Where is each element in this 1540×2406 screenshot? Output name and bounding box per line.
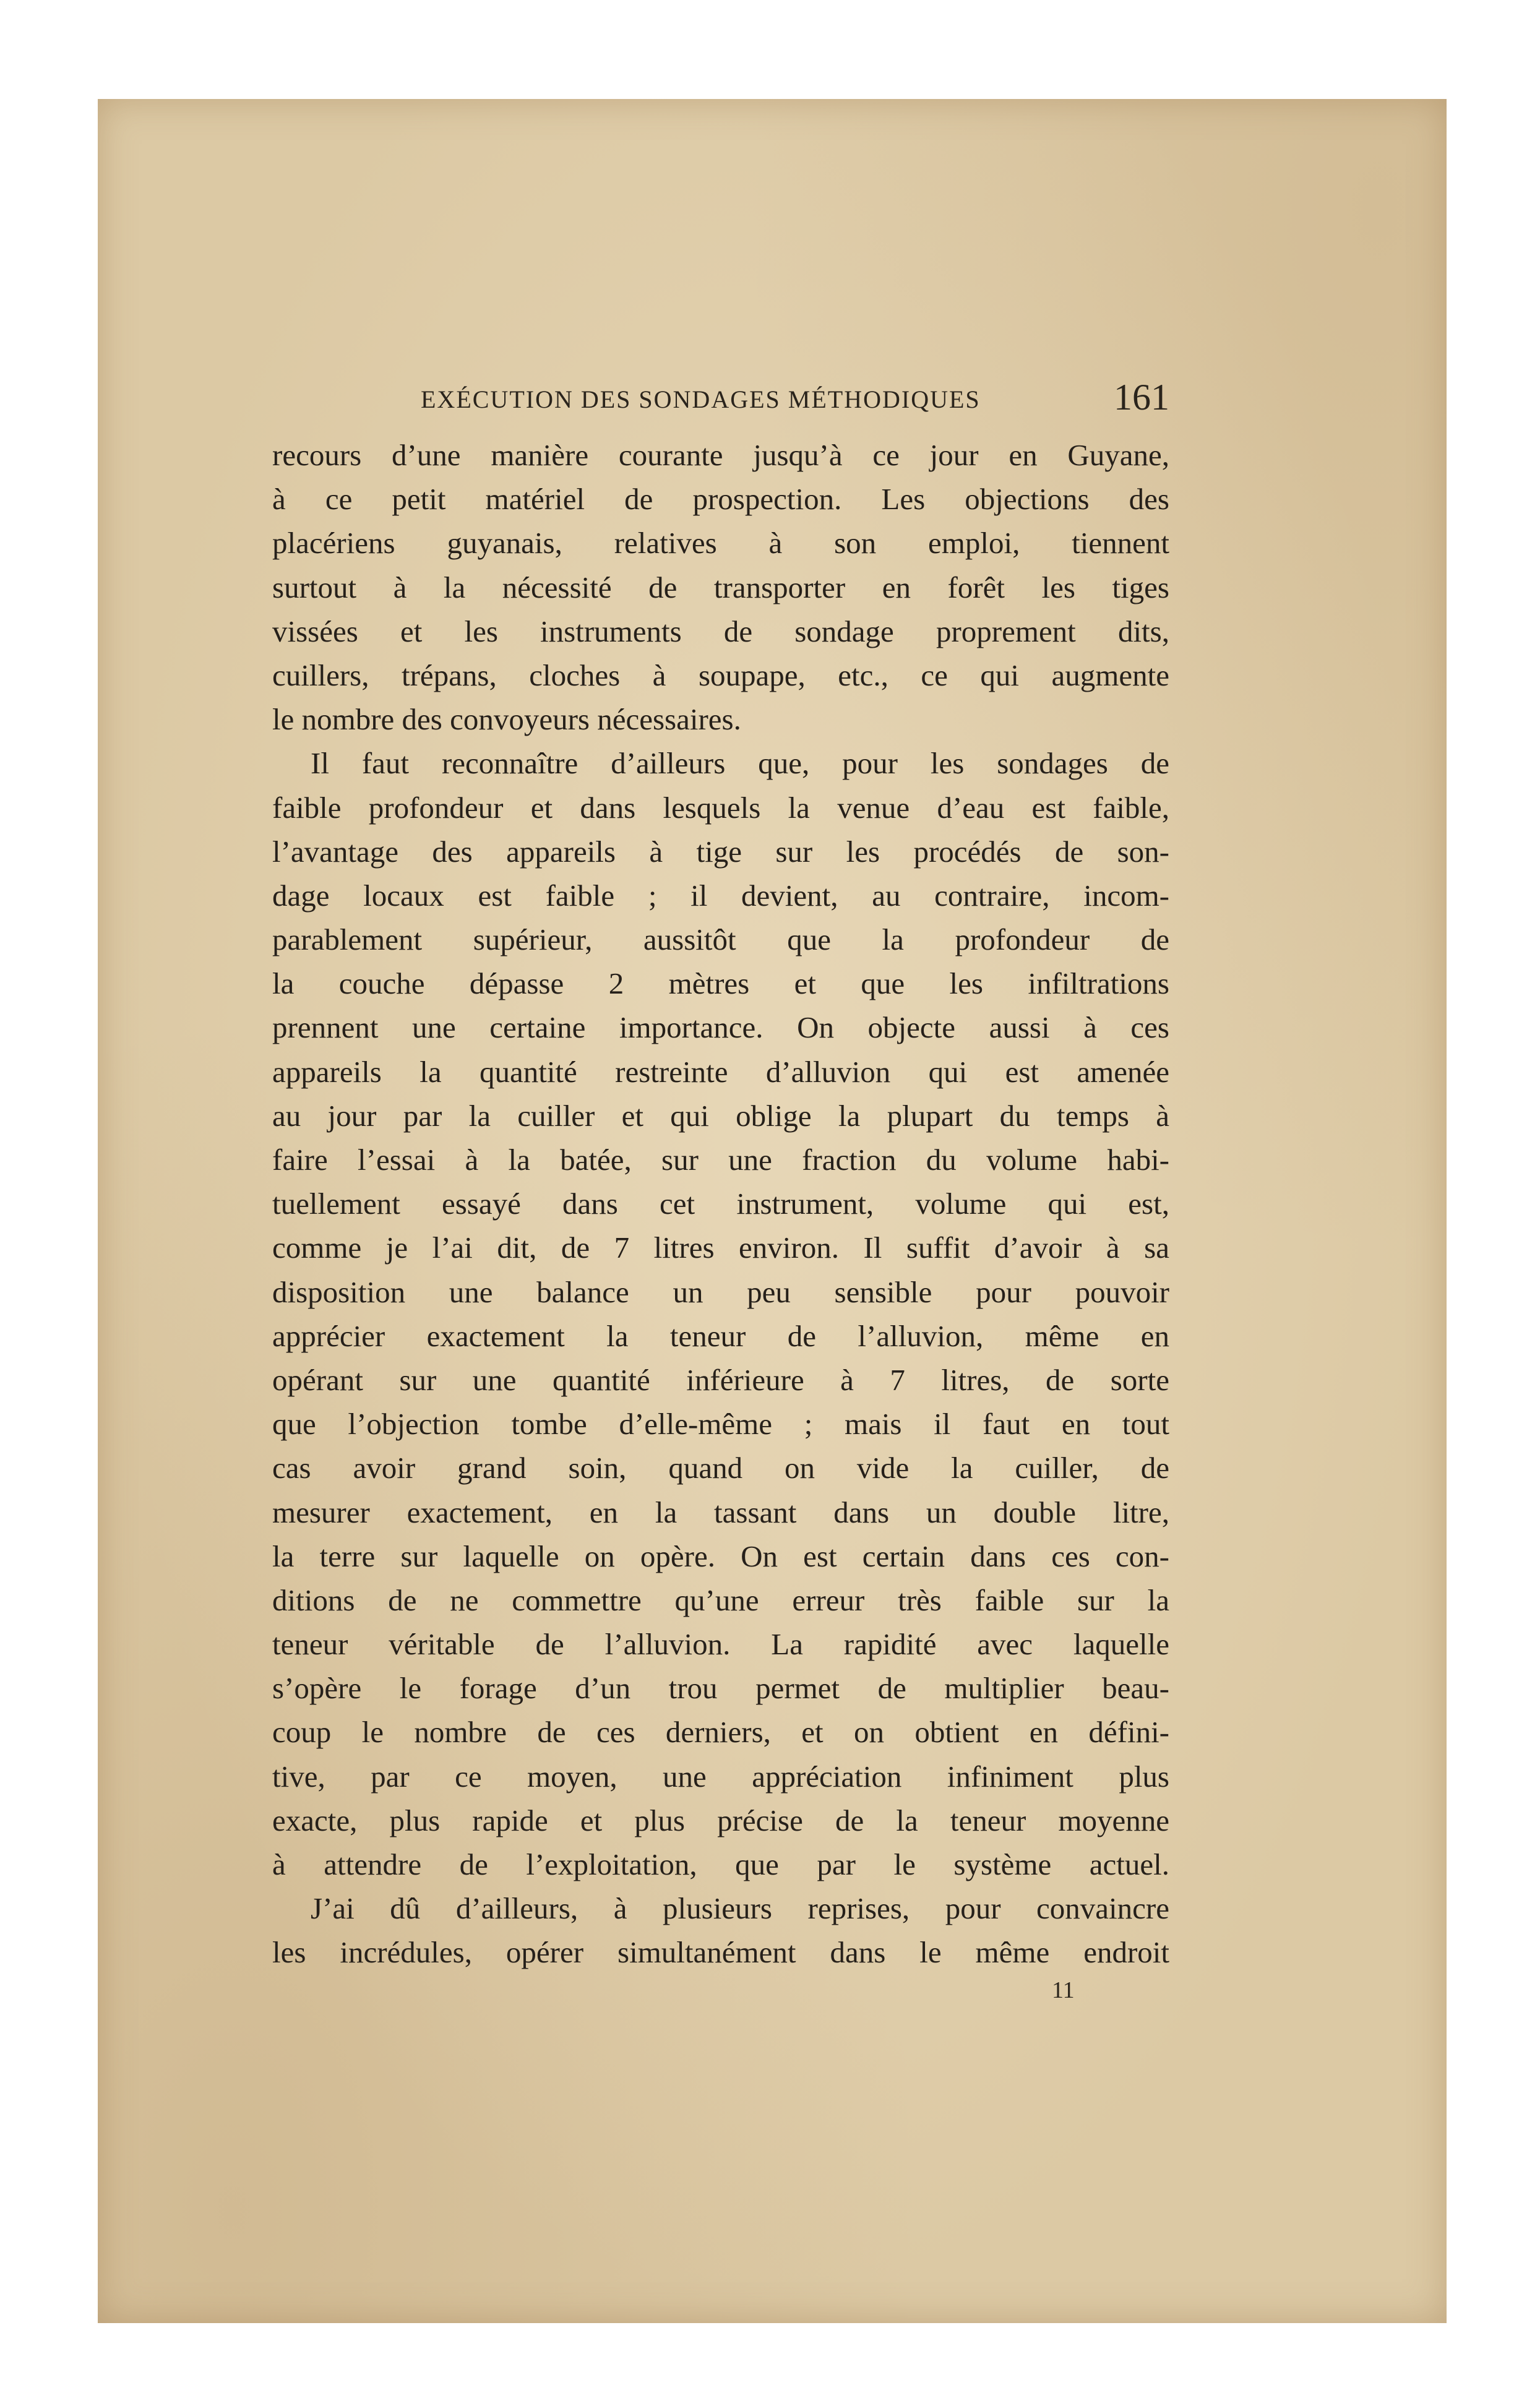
text-line: la terre sur laquelle on opère. On est certain dans ces con- xyxy=(272,1539,1169,1573)
page-number: 161 xyxy=(1114,377,1169,418)
signature-mark: 11 xyxy=(1052,1977,1075,2003)
text-line: s’opère le forage d’un trou permet de multiplier beau- xyxy=(272,1671,1169,1706)
text-line: au jour par la cuiller et qui oblige la plupart du temps à xyxy=(272,1098,1169,1133)
text-line: tive, par ce moyen, une appréciation infiniment plus xyxy=(272,1759,1169,1794)
text-line: recours d’une manière courante jusqu’à ce jour en Guyane, xyxy=(272,438,1169,472)
text-line: apprécier exactement la teneur de l’alluvion, même en xyxy=(272,1318,1169,1353)
text-line: coup le nombre de ces derniers, et on obtient en défini- xyxy=(272,1715,1169,1750)
text-line: ditions de ne commettre qu’une erreur très faible sur la xyxy=(272,1583,1169,1617)
text-line: mesurer exactement, en la tassant dans un double litre, xyxy=(272,1495,1169,1529)
text-line: tuellement essayé dans cet instrument, volume qui est, xyxy=(272,1187,1169,1221)
text-line: le nombre des convoyeurs nécessaires. xyxy=(272,702,741,737)
text-line: cuillers, trépans, cloches à soupape, etc., ce qui augmente xyxy=(272,658,1169,692)
text-line: l’avantage des appareils à tige sur les procédés de son- xyxy=(272,834,1169,869)
text-line: la couche dépasse 2 mètres et que les infiltrations xyxy=(272,966,1169,1001)
running-header xyxy=(272,379,1169,422)
body-text xyxy=(272,433,1169,1975)
text-line: parablement supérieur, aussitôt que la profondeur de xyxy=(272,922,1169,957)
text-line: placériens guyanais, relatives à son emploi, tiennent xyxy=(272,526,1169,561)
text-line: opérant sur une quantité inférieure à 7 litres, de sorte xyxy=(272,1362,1169,1397)
text-line: J’ai dû d’ailleurs, à plusieurs reprises, pour convaincre xyxy=(311,1891,1169,1926)
text-line: faible profondeur et dans lesquels la venue d’eau est faible, xyxy=(272,790,1169,825)
text-line: que l’objection tombe d’elle-même ; mais il faut en tout xyxy=(272,1407,1169,1441)
text-line: cas avoir grand soin, quand on vide la cuiller, de xyxy=(272,1451,1169,1485)
text-line: exacte, plus rapide et plus précise de la teneur moyenne xyxy=(272,1803,1169,1837)
text-line: comme je l’ai dit, de 7 litres environ. Il suffit d’avoir à sa xyxy=(272,1231,1169,1265)
text-line: prennent une certaine importance. On objecte aussi à ces xyxy=(272,1010,1169,1045)
text-line: appareils la quantité restreinte d’alluvion qui est amenée xyxy=(272,1054,1169,1089)
text-line: les incrédules, opérer simultanément dans le même endroit xyxy=(272,1935,1169,1970)
text-line: à attendre de l’exploitation, que par le système actuel. xyxy=(272,1847,1169,1881)
text-line: teneur véritable de l’alluvion. La rapidité avec laquelle xyxy=(272,1627,1169,1662)
text-line: dage locaux est faible ; il devient, au contraire, incom- xyxy=(272,878,1169,913)
running-title: EXÉCUTION DES SONDAGES MÉTHODIQUES xyxy=(421,385,981,413)
text-line: Il faut reconnaître d’ailleurs que, pour les sondages de xyxy=(311,746,1169,781)
text-line: vissées et les instruments de sondage proprement dits, xyxy=(272,614,1169,648)
text-line: faire l’essai à la batée, sur une fraction du volume habi- xyxy=(272,1143,1169,1177)
text-line: surtout à la nécessité de transporter en forêt les tiges xyxy=(272,570,1169,604)
text-line: à ce petit matériel de prospection. Les objections des xyxy=(272,482,1169,517)
text-line: disposition une balance un peu sensible pour pouvoir xyxy=(272,1274,1169,1309)
